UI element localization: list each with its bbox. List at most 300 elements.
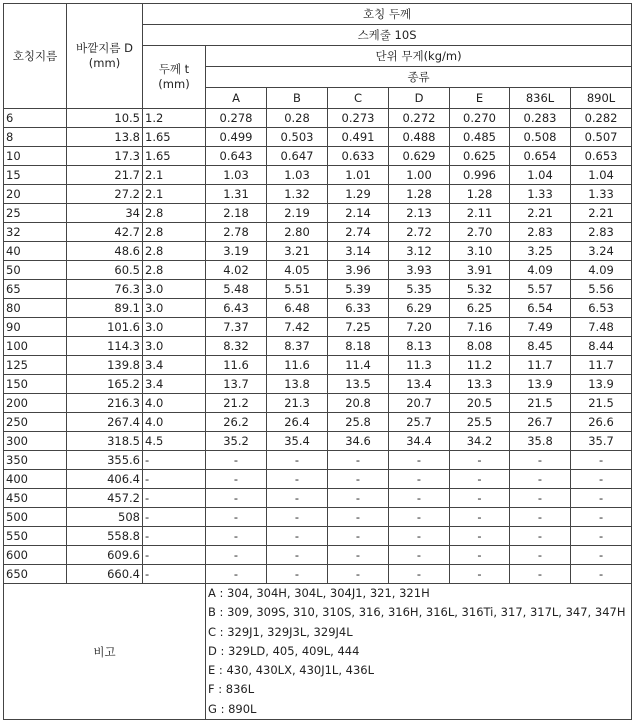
cell-weight: 6.54	[510, 299, 571, 318]
cell-weight: -	[267, 508, 328, 527]
table-row	[4, 470, 632, 489]
cell-outer-diameter: 457.2	[67, 489, 143, 508]
table-row	[4, 280, 632, 299]
cell-weight: 6.53	[571, 299, 632, 318]
cell-weight: 8.37	[267, 337, 328, 356]
cell-nominal-size: 300	[4, 432, 67, 451]
table-row	[4, 489, 632, 508]
cell-weight: 11.3	[389, 356, 450, 375]
cell-thickness: 2.8	[143, 223, 206, 242]
cell-weight: -	[450, 546, 510, 565]
cell-thickness: 1.2	[143, 109, 206, 128]
cell-weight: 1.01	[328, 166, 389, 185]
cell-weight: -	[206, 546, 267, 565]
cell-weight: 11.6	[206, 356, 267, 375]
cell-outer-diameter: 114.3	[67, 337, 143, 356]
cell-thickness: 2.8	[143, 242, 206, 261]
cell-weight: 20.7	[389, 394, 450, 413]
cell-thickness: 4.0	[143, 413, 206, 432]
cell-weight: 8.32	[206, 337, 267, 356]
cell-weight: 2.83	[571, 223, 632, 242]
cell-weight: -	[510, 489, 571, 508]
cell-weight: 1.33	[510, 185, 571, 204]
cell-weight: 35.4	[267, 432, 328, 451]
table-row	[4, 527, 632, 546]
cell-weight: -	[510, 527, 571, 546]
table-row	[4, 109, 632, 128]
cell-weight: 11.7	[571, 356, 632, 375]
table-row	[4, 166, 632, 185]
cell-weight: 0.503	[267, 128, 328, 147]
cell-weight: 0.283	[510, 109, 571, 128]
cell-outer-diameter: 216.3	[67, 394, 143, 413]
cell-weight: 0.270	[450, 109, 510, 128]
cell-weight: 7.20	[389, 318, 450, 337]
cell-thickness: -	[143, 508, 206, 527]
cell-nominal-size: 10	[4, 147, 67, 166]
cell-weight: 0.28	[267, 109, 328, 128]
cell-outer-diameter: 13.8	[67, 128, 143, 147]
cell-weight: 2.83	[510, 223, 571, 242]
cell-weight: 3.93	[389, 261, 450, 280]
cell-weight: 11.6	[267, 356, 328, 375]
remarks-line: E : 430, 430LX, 430J1L, 436L	[208, 663, 374, 678]
table-row	[4, 318, 632, 337]
cell-nominal-size: 400	[4, 470, 67, 489]
cell-weight: 13.8	[267, 375, 328, 394]
table-row	[4, 147, 632, 166]
cell-weight: 20.5	[450, 394, 510, 413]
cell-outer-diameter: 34	[67, 204, 143, 223]
remarks-line: B : 309, 309S, 310, 310S, 316, 316H, 316L, 316Ti, 317, 317L, 347, 347H	[208, 605, 626, 620]
cell-weight: 0.491	[328, 128, 389, 147]
header-thickness	[143, 46, 206, 109]
cell-weight: 5.39	[328, 280, 389, 299]
header-unit-weight: 단위 무게(kg/m)	[206, 46, 632, 67]
cell-weight: 5.57	[510, 280, 571, 299]
table-row	[4, 432, 632, 451]
cell-weight: 5.51	[267, 280, 328, 299]
cell-weight: 21.5	[510, 394, 571, 413]
cell-weight: 3.91	[450, 261, 510, 280]
header-kind-a: A	[206, 88, 267, 109]
cell-weight: 0.272	[389, 109, 450, 128]
cell-weight: 0.485	[450, 128, 510, 147]
cell-nominal-size: 20	[4, 185, 67, 204]
cell-weight: 3.24	[571, 242, 632, 261]
cell-weight: 8.18	[328, 337, 389, 356]
cell-weight: 11.2	[450, 356, 510, 375]
cell-weight: -	[450, 565, 510, 584]
cell-weight: -	[510, 508, 571, 527]
cell-weight: 13.4	[389, 375, 450, 394]
remarks-line: F : 836L	[208, 682, 255, 697]
cell-thickness: 3.4	[143, 356, 206, 375]
cell-weight: 25.8	[328, 413, 389, 432]
cell-outer-diameter: 60.5	[67, 261, 143, 280]
cell-weight: 13.7	[206, 375, 267, 394]
cell-weight: 0.508	[510, 128, 571, 147]
cell-nominal-size: 600	[4, 546, 67, 565]
cell-nominal-size: 250	[4, 413, 67, 432]
cell-weight: 3.19	[206, 242, 267, 261]
cell-weight: 3.96	[328, 261, 389, 280]
header-thickness-unit: (mm)	[158, 77, 190, 91]
cell-outer-diameter: 267.4	[67, 413, 143, 432]
header-nominal-thickness: 호칭 두께	[143, 4, 632, 25]
cell-weight: -	[389, 546, 450, 565]
cell-weight: 34.4	[389, 432, 450, 451]
cell-weight: 2.11	[450, 204, 510, 223]
cell-weight: 2.70	[450, 223, 510, 242]
cell-weight: 0.278	[206, 109, 267, 128]
table-row	[4, 394, 632, 413]
cell-weight: -	[389, 470, 450, 489]
cell-outer-diameter: 508	[67, 508, 143, 527]
cell-weight: 1.33	[571, 185, 632, 204]
cell-thickness: -	[143, 546, 206, 565]
cell-thickness: 2.1	[143, 166, 206, 185]
cell-outer-diameter: 609.6	[67, 546, 143, 565]
cell-weight: -	[571, 508, 632, 527]
cell-weight: 8.44	[571, 337, 632, 356]
cell-weight: 2.78	[206, 223, 267, 242]
cell-weight: 1.29	[328, 185, 389, 204]
remarks-line: D : 329LD, 405, 409L, 444	[208, 643, 360, 658]
cell-nominal-size: 65	[4, 280, 67, 299]
cell-weight: 21.3	[267, 394, 328, 413]
cell-weight: -	[389, 489, 450, 508]
remarks-line: C : 329J1, 329J3L, 329J4L	[208, 624, 353, 639]
cell-weight: 1.04	[510, 166, 571, 185]
cell-thickness: 4.0	[143, 394, 206, 413]
header-kind-890l: 890L	[571, 88, 632, 109]
cell-weight: 2.72	[389, 223, 450, 242]
header-kind-c: C	[328, 88, 389, 109]
cell-weight: 0.625	[450, 147, 510, 166]
cell-nominal-size: 350	[4, 451, 67, 470]
cell-weight: -	[571, 565, 632, 584]
cell-weight: 6.43	[206, 299, 267, 318]
cell-thickness: 3.0	[143, 318, 206, 337]
header-thickness-label: 두께 t	[158, 62, 190, 76]
cell-thickness: -	[143, 489, 206, 508]
cell-weight: -	[510, 451, 571, 470]
pipe-weight-table	[3, 3, 632, 720]
cell-nominal-size: 550	[4, 527, 67, 546]
header-outer-diameter-unit: (mm)	[88, 56, 121, 70]
cell-weight: 0.273	[328, 109, 389, 128]
header-kind-d: D	[389, 88, 450, 109]
cell-thickness: -	[143, 451, 206, 470]
cell-weight: -	[389, 527, 450, 546]
cell-weight: 2.21	[510, 204, 571, 223]
cell-weight: -	[267, 451, 328, 470]
cell-nominal-size: 15	[4, 166, 67, 185]
cell-nominal-size: 8	[4, 128, 67, 147]
cell-outer-diameter: 48.6	[67, 242, 143, 261]
cell-weight: -	[389, 451, 450, 470]
cell-weight: 35.7	[571, 432, 632, 451]
cell-weight: -	[450, 508, 510, 527]
cell-weight: -	[510, 565, 571, 584]
cell-weight: 21.5	[571, 394, 632, 413]
cell-weight: -	[267, 489, 328, 508]
cell-weight: -	[206, 527, 267, 546]
cell-weight: 3.10	[450, 242, 510, 261]
cell-thickness: 4.5	[143, 432, 206, 451]
cell-weight: 7.48	[571, 318, 632, 337]
header-schedule: 스케줄 10S	[143, 25, 632, 46]
cell-weight: 20.8	[328, 394, 389, 413]
cell-thickness: 2.1	[143, 185, 206, 204]
cell-weight: -	[510, 470, 571, 489]
cell-weight: 34.2	[450, 432, 510, 451]
cell-weight: -	[328, 489, 389, 508]
cell-weight: 0.499	[206, 128, 267, 147]
cell-nominal-size: 50	[4, 261, 67, 280]
table-row	[4, 356, 632, 375]
cell-nominal-size: 32	[4, 223, 67, 242]
table-row	[4, 128, 632, 147]
table-row	[4, 508, 632, 527]
cell-nominal-size: 450	[4, 489, 67, 508]
table-row	[4, 242, 632, 261]
table-row	[4, 565, 632, 584]
cell-weight: 7.37	[206, 318, 267, 337]
cell-outer-diameter: 355.6	[67, 451, 143, 470]
cell-weight: 13.3	[450, 375, 510, 394]
cell-weight: -	[328, 470, 389, 489]
table-row	[4, 375, 632, 394]
cell-weight: 6.25	[450, 299, 510, 318]
cell-weight: 7.25	[328, 318, 389, 337]
cell-thickness: 1.65	[143, 147, 206, 166]
cell-thickness: -	[143, 470, 206, 489]
cell-nominal-size: 125	[4, 356, 67, 375]
cell-weight: 6.33	[328, 299, 389, 318]
remarks-line: G : 890L	[208, 701, 257, 716]
cell-weight: 4.05	[267, 261, 328, 280]
cell-weight: -	[328, 451, 389, 470]
cell-weight: -	[389, 508, 450, 527]
cell-weight: 3.21	[267, 242, 328, 261]
cell-thickness: 3.4	[143, 375, 206, 394]
cell-weight: -	[328, 546, 389, 565]
cell-weight: 0.654	[510, 147, 571, 166]
cell-outer-diameter: 139.8	[67, 356, 143, 375]
cell-weight: 0.647	[267, 147, 328, 166]
cell-weight: 8.13	[389, 337, 450, 356]
cell-outer-diameter: 89.1	[67, 299, 143, 318]
cell-weight: -	[450, 470, 510, 489]
cell-weight: 1.03	[206, 166, 267, 185]
cell-weight: -	[206, 565, 267, 584]
header-outer-diameter	[67, 4, 143, 109]
cell-weight: 5.56	[571, 280, 632, 299]
cell-weight: 2.18	[206, 204, 267, 223]
cell-nominal-size: 200	[4, 394, 67, 413]
table-row	[4, 546, 632, 565]
cell-nominal-size: 80	[4, 299, 67, 318]
cell-weight: 13.5	[328, 375, 389, 394]
cell-weight: 13.9	[510, 375, 571, 394]
cell-weight: -	[328, 565, 389, 584]
cell-thickness: 2.8	[143, 204, 206, 223]
table-row	[4, 413, 632, 432]
table-row	[4, 185, 632, 204]
cell-thickness: 2.8	[143, 261, 206, 280]
cell-weight: 8.08	[450, 337, 510, 356]
cell-weight: 7.16	[450, 318, 510, 337]
cell-thickness: 3.0	[143, 299, 206, 318]
cell-weight: -	[571, 470, 632, 489]
cell-weight: 0.507	[571, 128, 632, 147]
header-kind-e: E	[450, 88, 510, 109]
cell-weight: 26.4	[267, 413, 328, 432]
cell-weight: -	[206, 451, 267, 470]
cell-weight: 1.03	[267, 166, 328, 185]
cell-weight: 0.282	[571, 109, 632, 128]
cell-weight: 3.14	[328, 242, 389, 261]
cell-weight: 7.42	[267, 318, 328, 337]
cell-weight: 0.629	[389, 147, 450, 166]
cell-weight: 2.13	[389, 204, 450, 223]
cell-weight: -	[267, 565, 328, 584]
cell-weight: 6.48	[267, 299, 328, 318]
cell-outer-diameter: 27.2	[67, 185, 143, 204]
cell-weight: 4.09	[510, 261, 571, 280]
cell-weight: -	[571, 546, 632, 565]
cell-weight: 3.12	[389, 242, 450, 261]
cell-weight: 5.48	[206, 280, 267, 299]
cell-weight: -	[328, 527, 389, 546]
table-row	[4, 451, 632, 470]
cell-weight: -	[267, 527, 328, 546]
header-outer-diameter-label: 바깥지름 D	[76, 41, 133, 55]
cell-thickness: 1.65	[143, 128, 206, 147]
cell-weight: -	[206, 489, 267, 508]
cell-nominal-size: 25	[4, 204, 67, 223]
cell-weight: 4.09	[571, 261, 632, 280]
cell-weight: 1.00	[389, 166, 450, 185]
cell-outer-diameter: 558.8	[67, 527, 143, 546]
cell-weight: -	[571, 527, 632, 546]
cell-weight: 35.2	[206, 432, 267, 451]
cell-weight: -	[267, 546, 328, 565]
cell-weight: 1.31	[206, 185, 267, 204]
cell-outer-diameter: 406.4	[67, 470, 143, 489]
cell-weight: 0.633	[328, 147, 389, 166]
cell-weight: -	[328, 508, 389, 527]
cell-nominal-size: 90	[4, 318, 67, 337]
cell-weight: 0.996	[450, 166, 510, 185]
cell-weight: -	[571, 451, 632, 470]
cell-outer-diameter: 76.3	[67, 280, 143, 299]
cell-weight: 0.488	[389, 128, 450, 147]
remarks-content	[206, 584, 632, 720]
cell-weight: 11.4	[328, 356, 389, 375]
cell-weight: 0.643	[206, 147, 267, 166]
cell-outer-diameter: 42.7	[67, 223, 143, 242]
remarks-line: A : 304, 304H, 304L, 304J1, 321, 321H	[208, 586, 430, 600]
cell-weight: 1.32	[267, 185, 328, 204]
cell-weight: -	[450, 489, 510, 508]
cell-weight: 2.21	[571, 204, 632, 223]
cell-weight: -	[267, 470, 328, 489]
cell-weight: -	[389, 565, 450, 584]
cell-outer-diameter: 10.5	[67, 109, 143, 128]
remarks-label: 비고	[4, 584, 206, 720]
cell-weight: 2.80	[267, 223, 328, 242]
cell-weight: -	[510, 546, 571, 565]
cell-nominal-size: 6	[4, 109, 67, 128]
cell-weight: -	[206, 508, 267, 527]
cell-nominal-size: 650	[4, 565, 67, 584]
table-row	[4, 261, 632, 280]
table-row	[4, 204, 632, 223]
cell-weight: 8.45	[510, 337, 571, 356]
header-kind-836l: 836L	[510, 88, 571, 109]
table-row	[4, 223, 632, 242]
cell-weight: 1.28	[389, 185, 450, 204]
cell-weight: -	[450, 451, 510, 470]
cell-weight: 5.35	[389, 280, 450, 299]
cell-weight: -	[571, 489, 632, 508]
cell-outer-diameter: 17.3	[67, 147, 143, 166]
cell-nominal-size: 500	[4, 508, 67, 527]
header-kind-b: B	[267, 88, 328, 109]
cell-nominal-size: 150	[4, 375, 67, 394]
cell-weight: 3.25	[510, 242, 571, 261]
cell-weight: 4.02	[206, 261, 267, 280]
cell-weight: 11.7	[510, 356, 571, 375]
header-kind: 종류	[206, 67, 632, 88]
cell-weight: 5.32	[450, 280, 510, 299]
cell-weight: -	[206, 470, 267, 489]
cell-weight: 26.7	[510, 413, 571, 432]
cell-weight: 26.6	[571, 413, 632, 432]
cell-outer-diameter: 318.5	[67, 432, 143, 451]
cell-weight: 25.7	[389, 413, 450, 432]
cell-outer-diameter: 101.6	[67, 318, 143, 337]
cell-weight: 6.29	[389, 299, 450, 318]
cell-weight: 1.04	[571, 166, 632, 185]
cell-weight: 0.653	[571, 147, 632, 166]
cell-outer-diameter: 165.2	[67, 375, 143, 394]
table-row	[4, 337, 632, 356]
cell-weight: 2.19	[267, 204, 328, 223]
cell-weight: 2.74	[328, 223, 389, 242]
cell-weight: 35.8	[510, 432, 571, 451]
cell-outer-diameter: 660.4	[67, 565, 143, 584]
cell-weight: 21.2	[206, 394, 267, 413]
cell-outer-diameter: 21.7	[67, 166, 143, 185]
cell-weight: 25.5	[450, 413, 510, 432]
cell-nominal-size: 40	[4, 242, 67, 261]
cell-thickness: -	[143, 565, 206, 584]
cell-weight: 2.14	[328, 204, 389, 223]
cell-weight: 1.28	[450, 185, 510, 204]
cell-weight: 7.49	[510, 318, 571, 337]
cell-weight: 26.2	[206, 413, 267, 432]
cell-weight: -	[450, 527, 510, 546]
cell-nominal-size: 100	[4, 337, 67, 356]
header-nominal-size: 호칭지름	[4, 4, 67, 109]
cell-weight: 34.6	[328, 432, 389, 451]
cell-thickness: 3.0	[143, 337, 206, 356]
table-row	[4, 299, 632, 318]
